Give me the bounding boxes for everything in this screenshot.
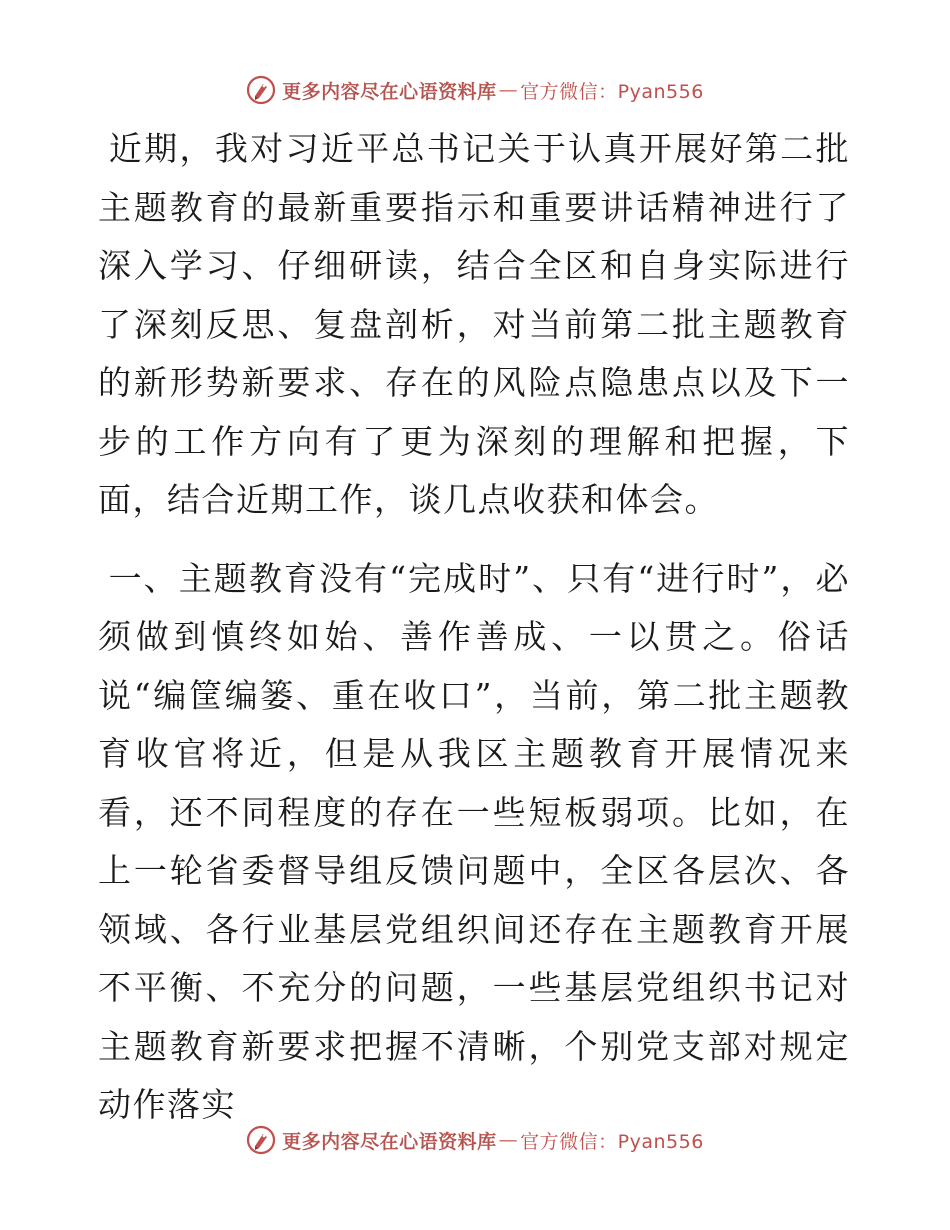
paragraph-section-one-text: 一、主题教育没有“完成时”、只有“进行时”，必须做到慎终如始、善作善成、一以贯之。俗话说“编筐编篓、重在收口”，当前，第二批主题教育收官将近，但是从我区主题教育开展情况来看，还不同程度的存在一些短板弱项。比如，在上一轮省委督导组反馈问题中，全区各层次、各领域、各行业基层党组织间还存在主题教育开展不平衡、不充分的问题，一些基层党组织书记对主题教育新要求把握不清晰，个别党支部对规定动作落实: [98, 558, 850, 1124]
watermark-contact: 官方微信：Pyan556: [520, 80, 704, 103]
watermark-brand: 更多内容尽在心语资料库: [282, 1130, 497, 1153]
watermark-separator: —: [498, 1129, 519, 1151]
pen-nib-icon: [246, 1125, 276, 1155]
document-body: [98, 120, 850, 1135]
watermark-separator: —: [498, 79, 519, 101]
header-watermark: [0, 70, 950, 110]
paragraph-intro-text: 近期，我对习近平总书记关于认真开展好第二批主题教育的最新重要指示和重要讲话精神进行了深入学习、仔细研读，结合全区和自身实际进行了深刻反思、复盘剖析，对当前第二批主题教育的新形势新要求、存在的风险点隐患点以及下一步的工作方向有了更为深刻的理解和把握，下面，结合近期工作，谈几点收获和体会。: [98, 129, 850, 519]
watermark-contact: 官方微信：Pyan556: [520, 1130, 704, 1153]
pen-nib-icon: [246, 75, 276, 105]
paragraph-section-one: [98, 550, 850, 1135]
footer-watermark: [0, 1120, 950, 1160]
paragraph-intro: [98, 120, 850, 530]
watermark-brand: 更多内容尽在心语资料库: [282, 80, 497, 103]
